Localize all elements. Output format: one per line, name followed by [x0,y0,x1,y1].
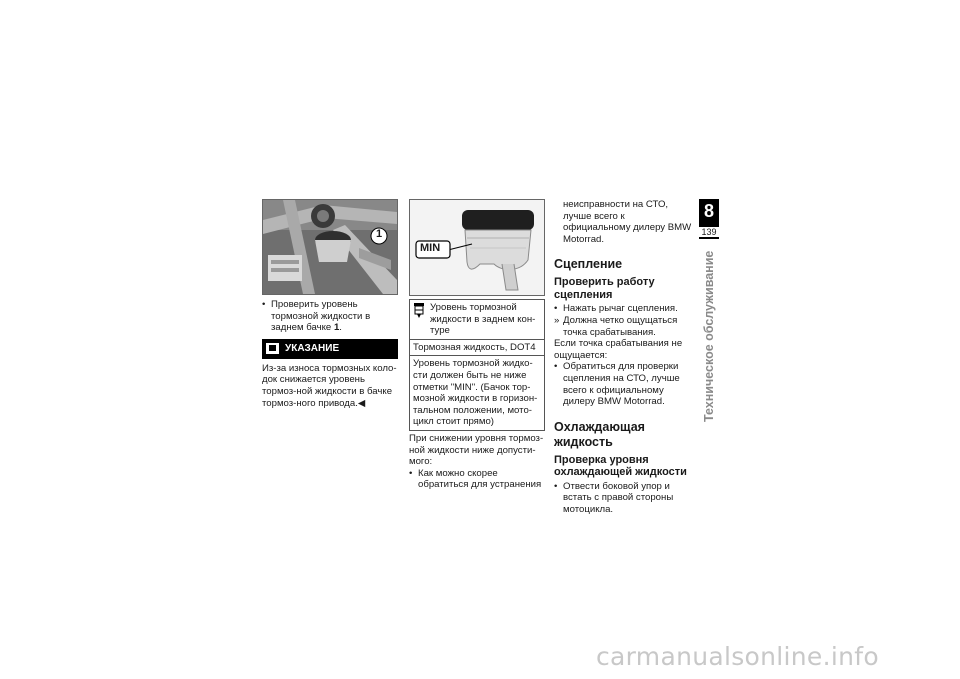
page-number: 139 [696,227,722,237]
right-column [554,199,694,516]
hint-text: Из-за износа тормозных коло-док снижается уровень тормоз-ной жидкости в бачке тормоз-ного привода.◀ [262,362,397,409]
side-stand-step: • Отвести боковой упор и встать с правой стороны мотоцикла. [554,481,694,516]
photo-callout-number: 1 [376,228,383,240]
hint-banner [262,339,398,359]
hint-label: УКАЗАНИЕ [285,342,340,354]
subheading-clutch: Проверить работу сцепления [554,276,655,301]
left-column [262,199,398,409]
reservoir-level-icon [413,302,426,337]
spec-title: Уровень тормозной жидкости в заднем кон-туре [430,302,536,337]
chapter-number: 8 [703,201,714,221]
middle-column [409,199,545,491]
low-level-text: При снижении уровня тормоз-ной жидкости ниже допусти-мого: [409,432,544,468]
continued-text: неисправности на СТО, лучше всего к официальному дилеру BMW Motorrad. [563,199,692,245]
subheading-coolant: Проверка уровня охлаждающей жидкости [554,453,687,479]
heading-clutch: Сцепление [554,257,623,272]
motorcycle-frame-illustration [263,200,397,294]
brake-reservoir-photo [262,199,398,295]
chapter-title: Техническое обслуживание [702,250,716,422]
condition-text: Если точка срабатывания не ощущается: [554,338,683,361]
spec-fluid-row: Тормозная жидкость, DOT4 [410,339,544,356]
reference-number: 1 [333,322,340,334]
spec-level-row: Уровень тормозной жидко-сти должен быть не ниже отметки "MIN". (Бачок тор-мозной жидкости в горизон-тальном положении, мото-цикл стоит прямо) [410,355,544,430]
watermark: carmanualsonline.info [596,642,879,671]
end-mark: ◀ [357,397,366,409]
contact-service-step: • Как можно скорее обратиться для устранения [409,468,545,491]
press-clutch-step: • Нажать рычаг сцепления. [554,303,694,315]
note-icon [266,343,279,354]
check-rear-brake-fluid-step: • Проверить уровень тормозной жидкости в заднем бачке 1. [262,299,398,334]
result-point: » Должна четко ощущаться точка срабатывания. [554,315,694,338]
spec-title-row [410,300,544,339]
reservoir-min-photo [409,199,545,296]
service-clutch-step: • Обратиться для проверки сцепления на СТО, лучше всего к официальному дилеру BMW Motorrad. [554,361,694,407]
brake-fluid-spec-table [409,299,545,431]
min-label: MIN [420,242,441,254]
heading-coolant: Охлаждающая жидкость [554,419,645,449]
